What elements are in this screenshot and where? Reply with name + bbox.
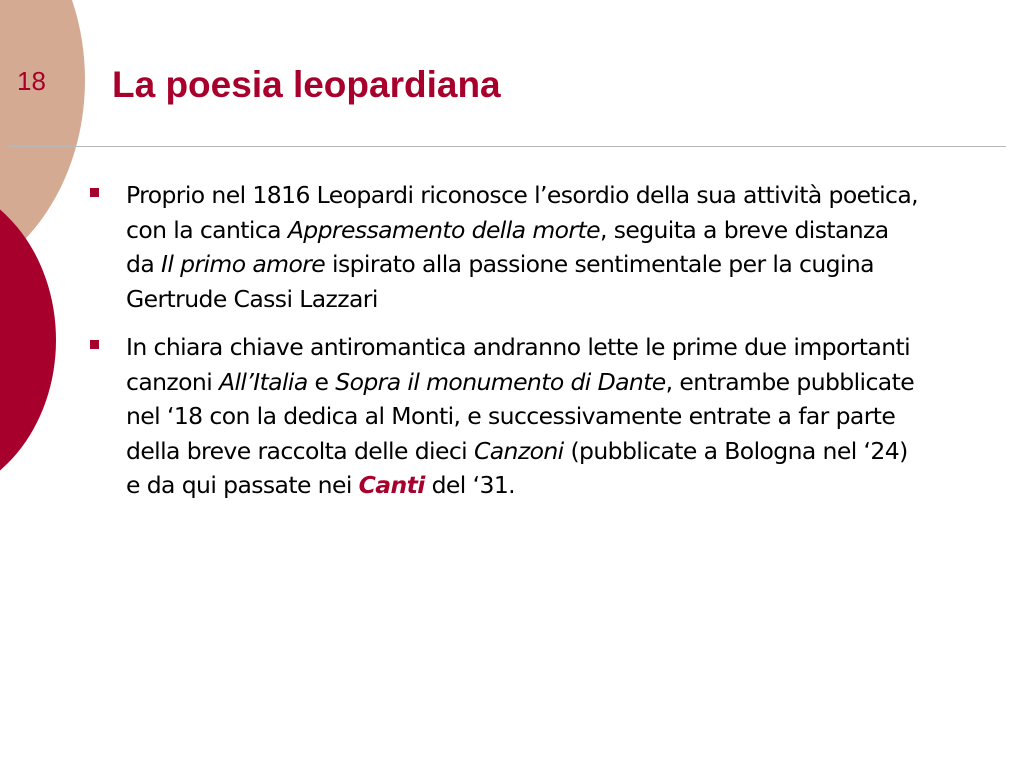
work-title-canzoni: Canzoni — [473, 436, 564, 465]
slide-title: La poesia leopardiana — [112, 64, 501, 105]
work-title-primo-amore: Il primo amore — [161, 250, 326, 278]
bullet-text-2-seg-9: del ‘31. — [424, 471, 516, 499]
work-title-appressamento: Appressamento della morte — [287, 215, 600, 244]
title-divider — [8, 146, 1006, 147]
bullet-item-2 — [90, 330, 920, 503]
square-bullet-icon — [90, 340, 99, 349]
work-title-all-italia: All’Italia — [219, 367, 308, 396]
bullet-text-2-seg-3: e — [307, 367, 336, 396]
bullet-text-1-seg-5: ispirato alla passione sentimentale per la cugina Gertrude Cassi Lazzari — [126, 250, 874, 313]
work-title-canti: Canti — [358, 471, 425, 499]
bullet-text-2-seg-5: , entrambe pubblicate nel ‘18 con la dedica al Monti, e successivamente entrate a far parte della breve raccolta delle dieci — [126, 367, 915, 465]
work-title-monumento-dante: Sopra il monumento di Dante — [335, 367, 666, 396]
square-bullet-icon — [90, 188, 99, 197]
slide-number: 18 — [17, 66, 46, 96]
bullet-text-2-seg-7: (pubblicate a Bologna nel ‘24) e da qui passate nei — [126, 436, 908, 499]
bullet-item-1 — [90, 178, 920, 316]
bullet-list — [90, 178, 920, 517]
bullet-text-1-seg-1: Proprio nel 1816 Leopardi riconosce l’esordio della sua attività poetica, con la cantica — [126, 181, 919, 244]
bullet-text-2-seg-1: In chiara chiave antiromantica andranno lette le prime due importanti canzoni — [126, 333, 911, 396]
bullet-text-1-seg-3: , seguita a breve distanza da — [126, 215, 889, 278]
